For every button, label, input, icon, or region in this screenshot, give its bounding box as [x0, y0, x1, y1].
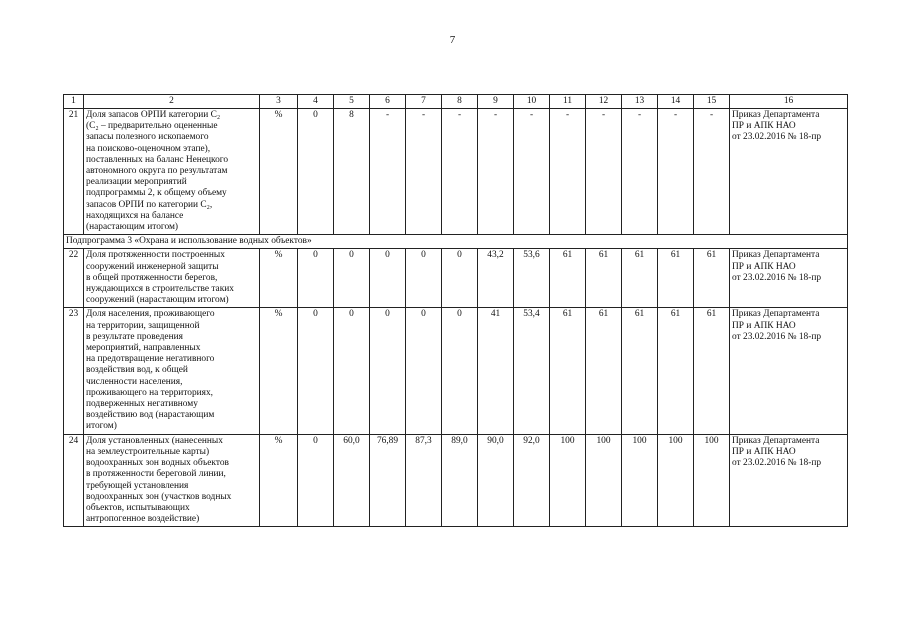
indicator-name-line: находящихся на балансе [86, 210, 184, 221]
row-number: 24 [64, 434, 84, 527]
value-cell: - [478, 109, 514, 235]
value-cell: 61 [622, 308, 658, 434]
indicator-name-line: в протяженности береговой линии, [86, 469, 226, 480]
indicator-name-line: автономного округа по результатам [86, 166, 228, 177]
value-cell: 0 [298, 249, 334, 308]
value-cell: 61 [586, 249, 622, 308]
value-cell: - [514, 109, 550, 235]
value-cell: - [550, 109, 586, 235]
indicator-name-line: проживающего на территориях, [86, 387, 214, 398]
indicator-row [64, 308, 848, 434]
value-cell: 0 [298, 308, 334, 434]
subprogram-title: Подпрограмма 3 «Охрана и использование водных объектов» [64, 235, 848, 249]
value-cell: - [622, 109, 658, 235]
source-line: ПР и АПК НАО [732, 261, 796, 272]
indicator-name-line: Доля протяженности построенных [86, 250, 225, 261]
indicator-name-line: в общей протяженности берегов, [86, 272, 218, 283]
source-cell [730, 109, 848, 235]
value-cell: - [658, 109, 694, 235]
indicator-name-line: запасы полезного ископаемого [86, 132, 209, 143]
value-cell: 0 [442, 308, 478, 434]
indicator-name-line: на территории, защищенной [86, 320, 200, 331]
value-cell: 0 [406, 308, 442, 434]
indicator-name-line: запасов ОРПИ по категории С₂, [86, 199, 213, 210]
header-cell: 2 [84, 95, 260, 109]
value-cell: 92,0 [514, 434, 550, 527]
header-cell: 15 [694, 95, 730, 109]
indicator-name-line: водоохранных зон (участков водных [86, 491, 232, 502]
value-cell: 61 [550, 308, 586, 434]
value-cell: - [406, 109, 442, 235]
value-cell: 8 [334, 109, 370, 235]
value-cell: - [370, 109, 406, 235]
unit-cell: % [260, 109, 298, 235]
indicator-name-line: воздействия вод, к общей [86, 365, 188, 376]
value-cell: 0 [298, 109, 334, 235]
source-line: ПР и АПК НАО [732, 320, 796, 331]
value-cell: 0 [370, 308, 406, 434]
value-cell: 61 [694, 249, 730, 308]
value-cell: 0 [298, 434, 334, 527]
value-cell: 61 [694, 308, 730, 434]
value-cell: 90,0 [478, 434, 514, 527]
header-row [64, 95, 848, 109]
value-cell: 0 [442, 249, 478, 308]
indicator-row [64, 249, 848, 308]
source-line: Приказ Департамента [732, 309, 820, 320]
indicator-name-line: (нарастающим итогом) [86, 222, 179, 233]
indicator-name-line: на землеустроительные карты) [86, 446, 210, 457]
source-line: от 23.02.2016 № 18-пр [732, 458, 822, 469]
value-cell: 61 [658, 308, 694, 434]
header-cell: 9 [478, 95, 514, 109]
header-cell: 12 [586, 95, 622, 109]
indicator-name-line: поставленных на баланс Ненецкого [86, 154, 229, 165]
header-cell: 7 [406, 95, 442, 109]
indicator-name-line: итогом) [86, 421, 117, 432]
value-cell: 0 [334, 308, 370, 434]
value-cell: 60,0 [334, 434, 370, 527]
source-line: Приказ Департамента [732, 250, 820, 261]
unit-cell: % [260, 434, 298, 527]
indicators-table [63, 94, 848, 527]
value-cell: 0 [334, 249, 370, 308]
value-cell: 53,6 [514, 249, 550, 308]
source-cell [730, 308, 848, 434]
source-line: Приказ Департамента [732, 110, 820, 120]
header-cell: 11 [550, 95, 586, 109]
indicator-row [64, 109, 848, 235]
indicator-name-line: сооружений (нарастающим итогом) [86, 295, 229, 306]
row-number: 23 [64, 308, 84, 434]
source-line: ПР и АПК НАО [732, 121, 796, 132]
indicator-name-line: нуждающихся в строительстве таких [86, 284, 234, 295]
value-cell: 61 [658, 249, 694, 308]
value-cell: 89,0 [442, 434, 478, 527]
value-cell: 0 [406, 249, 442, 308]
value-cell: 100 [694, 434, 730, 527]
indicator-name-line: объектов, испытывающих [86, 502, 190, 513]
subprogram-row [64, 235, 848, 249]
indicator-name-line: подпрограммы 2, к общему объему [86, 188, 227, 199]
header-cell: 4 [298, 95, 334, 109]
value-cell: 100 [550, 434, 586, 527]
indicator-name-line: требующей установления [86, 480, 189, 491]
header-cell: 8 [442, 95, 478, 109]
header-cell: 1 [64, 95, 84, 109]
source-line: Приказ Департамента [732, 435, 820, 446]
indicator-name-line: численности населения, [86, 376, 183, 387]
source-cell [730, 434, 848, 527]
indicator-name-line: в результате проведения [86, 331, 183, 342]
value-cell: 87,3 [406, 434, 442, 527]
indicator-name-line: Доля запасов ОРПИ категории С₂ [86, 110, 221, 120]
value-cell: 0 [370, 249, 406, 308]
value-cell: 43,2 [478, 249, 514, 308]
page-number: 7 [449, 34, 456, 46]
unit-cell: % [260, 308, 298, 434]
source-cell [730, 249, 848, 308]
indicator-name-line: (С₂ – предварительно оцененные [86, 121, 218, 132]
indicator-name [84, 308, 260, 434]
value-cell: - [442, 109, 478, 235]
indicator-name-line: Доля установленных (нанесенных [86, 435, 223, 446]
indicator-name [84, 249, 260, 308]
indicator-name-line: Доля населения, проживающего [86, 309, 215, 320]
header-cell: 13 [622, 95, 658, 109]
source-line: ПР и АПК НАО [732, 446, 796, 457]
indicator-name [84, 434, 260, 527]
indicator-name-line: мероприятий, направленных [86, 343, 201, 354]
value-cell: 100 [586, 434, 622, 527]
header-cell: 14 [658, 95, 694, 109]
header-cell: 10 [514, 95, 550, 109]
indicator-name [84, 109, 260, 235]
value-cell: 100 [622, 434, 658, 527]
value-cell: - [586, 109, 622, 235]
header-cell: 5 [334, 95, 370, 109]
indicator-row [64, 434, 848, 527]
value-cell: 100 [658, 434, 694, 527]
indicator-name-line: подверженных негативному [86, 399, 198, 410]
indicator-name-line: антропогенное воздействие) [86, 514, 200, 525]
value-cell: - [694, 109, 730, 235]
value-cell: 53,4 [514, 308, 550, 434]
source-line: от 23.02.2016 № 18-пр [732, 272, 822, 283]
indicator-name-line: водоохранных зон водных объектов [86, 458, 229, 469]
header-cell: 3 [260, 95, 298, 109]
value-cell: 76,89 [370, 434, 406, 527]
value-cell: 61 [550, 249, 586, 308]
value-cell: 41 [478, 308, 514, 434]
indicator-name-line: на предотвращение негативного [86, 354, 215, 365]
indicator-name-line: воздействию вод (нарастающим [86, 410, 215, 421]
indicator-name-line: на поисково-оценочном этапе), [86, 143, 211, 154]
source-line: от 23.02.2016 № 18-пр [732, 331, 822, 342]
indicator-name-line: реализации мероприятий [86, 177, 187, 188]
source-line: от 23.02.2016 № 18-пр [732, 132, 822, 143]
value-cell: 61 [586, 308, 622, 434]
header-cell: 6 [370, 95, 406, 109]
value-cell: 61 [622, 249, 658, 308]
row-number: 22 [64, 249, 84, 308]
unit-cell: % [260, 249, 298, 308]
header-cell: 16 [730, 95, 848, 109]
row-number: 21 [64, 109, 84, 235]
indicator-name-line: сооружений инженерной защиты [86, 261, 219, 272]
